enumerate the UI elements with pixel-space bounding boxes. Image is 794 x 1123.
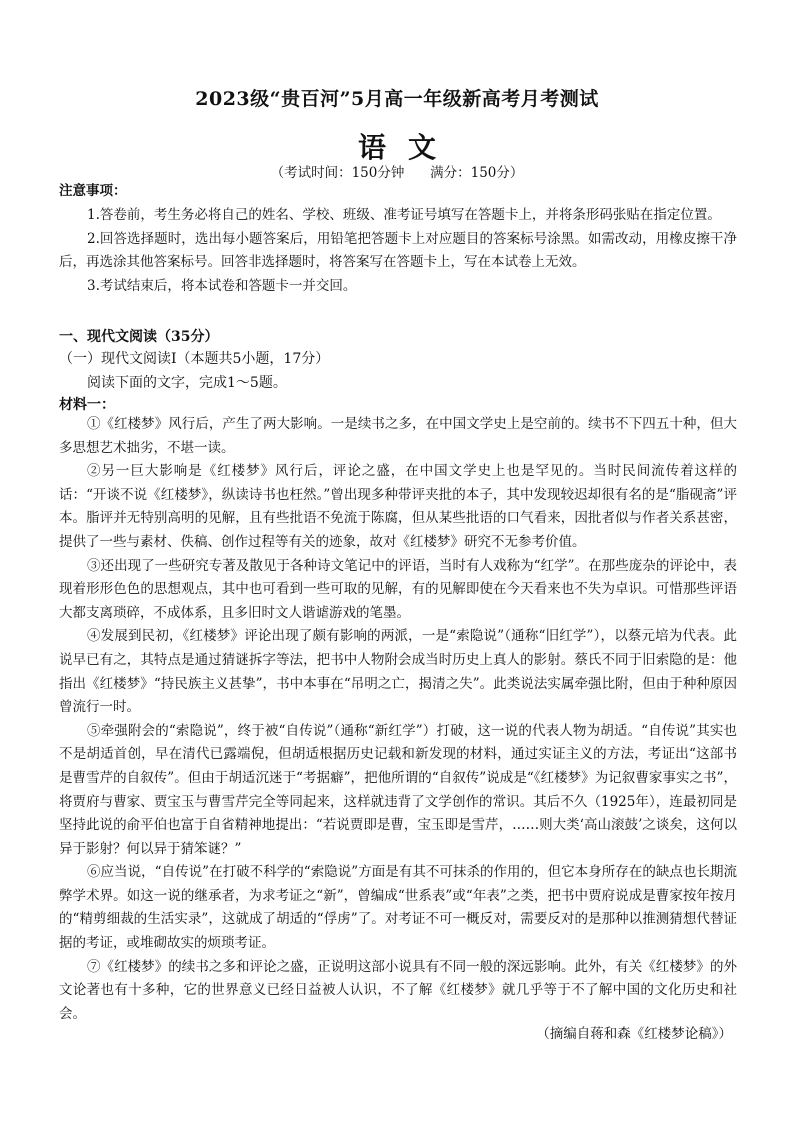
notice-item: 3.考试结束后，将本试卷和答题卡一并交回。 [87, 277, 357, 294]
notice-heading: 注意事项： [59, 183, 127, 199]
paragraph: ⑤牵强附会的“索隐说”，终于被“自传说”（通称“新红学”）打破，这一说的代表人物为胡适。“自传说”其实也不是胡适首创，早在清代已露端倪，但胡适根据历史记载和新发现的材料，通过实证主义的方法，考证出“这部书是曹雪芹的自叙传”。但由于胡适沉迷于“考据癖”，把他所谓的“自叙传”说成是“《红楼梦》为记叙曹家事实之书”，将贾府与曹家、贾宝玉与曹雪芹完全等同起来，这样就违背了文学创作的常识。其后不久（1925年），连最初同是坚持此说的俞平伯也富于自省精神地提出：“若说贾即是曹，宝玉即是雪芹，……则大类‘高山滚鼓’之谈矣，这何以异于影射？何以异于猜笨谜？” [59, 722, 737, 857]
paragraph: ①《红楼梦》风行后，产生了两大影响。一是续书之多，在中国文学史上是空前的。续书不下四五十种，但大多思想艺术拙劣，不堪一读。 [59, 416, 737, 456]
exam-title: 2023级“贵百河”5月高一年级新高考月考测试 [195, 88, 599, 110]
material-label: 材料一： [59, 397, 115, 413]
exam-meta: （考试时间：150分钟 满分：150分） [270, 165, 524, 181]
paragraph: ④发展到民初，《红楼梦》评论出现了颇有影响的两派，一是“索隐说”（通称“旧红学”），以蔡元培为代表。此说早已有之，其特点是通过猜谜拆字等法，把书中人物附会成当时历史上真人的影射。蔡氏不同于旧索隐的是：他指出《红楼梦》“持民族主义甚挚”，书中本事在“吊明之亡，揭清之失”。此类说法实属牵强比附，但由于种种原因曾流行一时。 [59, 628, 737, 716]
instruction-text: 阅读下面的文字，完成1～5题。 [87, 375, 287, 391]
notice-list [59, 204, 737, 298]
section-heading: 一、现代文阅读（35分） [59, 329, 219, 345]
notice-item: 2.回答选择题时，选出每小题答案后，用铅笔把答题卡上对应题目的答案标号涂黑。如需改动，用橡皮擦干净后，再选涂其他答案标号。回答非选择题时，将答案写在答题卡上，写在本试卷上无效。 [59, 230, 737, 271]
subject-title: 语文 [357, 131, 458, 164]
paragraph: ⑦《红楼梦》的续书之多和评论之盛，正说明这部小说具有不同一般的深远影响。此外，有关《红楼梦》的外文论著也有十多种，它的世界意义已经日益被人认识，不了解《红楼梦》就几乎等于不了解中国的文化历史和社会。 [59, 958, 737, 1022]
notice-item: 1.答卷前，考生务必将自己的姓名、学校、班级、准考证号填写在答题卡上，并将条形码张贴在指定位置。 [87, 207, 721, 223]
material-body [59, 413, 737, 1026]
paragraph: ③还出现了一些研究专著及散见于各种诗文笔记中的评语，当时有人戏称为“红学”。在那些庞杂的评论中，表现着形形色色的思想观点，其中也可看到一些可取的见解，有的见解即使在今天看来也不失为卓识。可惜那些评语大都支离琐碎，不成体系，且多旧时文人谐谑游戏的笔墨。 [59, 557, 737, 621]
paragraph: ②另一巨大影响是《红楼梦》风行后，评论之盛，在中国文学史上也是罕见的。当时民间流传着这样的话：“开谈不说《红楼梦》，纵读诗书也枉然。”曾出现多种带评夹批的本子，其中发现较迟却很有名的是“脂砚斋”评本。脂评并无特别高明的见解，且有些批语不免流于陈腐，但从某些批语的口气看来，因批者似与作者关系甚密，提供了一些与素材、佚稿、创作过程等有关的迹象，故对《红楼梦》研究不无参考价值。 [59, 463, 737, 550]
source-citation: （摘编自蒋和森《红楼梦论稿》） [536, 1026, 732, 1042]
paragraph: ⑥应当说，“自传说”在打破不科学的“索隐说”方面是有其不可抹杀的作用的，但它本身所存在的缺点也长期流弊学术界。如这一说的继承者，为求考证之“新”，曾编成“世系表”或“年表”之类，把书中贾府说成是曹家按年按月的“精剪细裁的生活实录”，这就成了胡适的“俘虏”了。对考证不可一概反对，需要反对的是那种以推测猜想代替证据的考证，或堆砌故实的烦琐考证。 [59, 864, 737, 952]
subsection-heading: （一）现代文阅读Ⅰ（本题共5小题，17分） [59, 351, 330, 367]
